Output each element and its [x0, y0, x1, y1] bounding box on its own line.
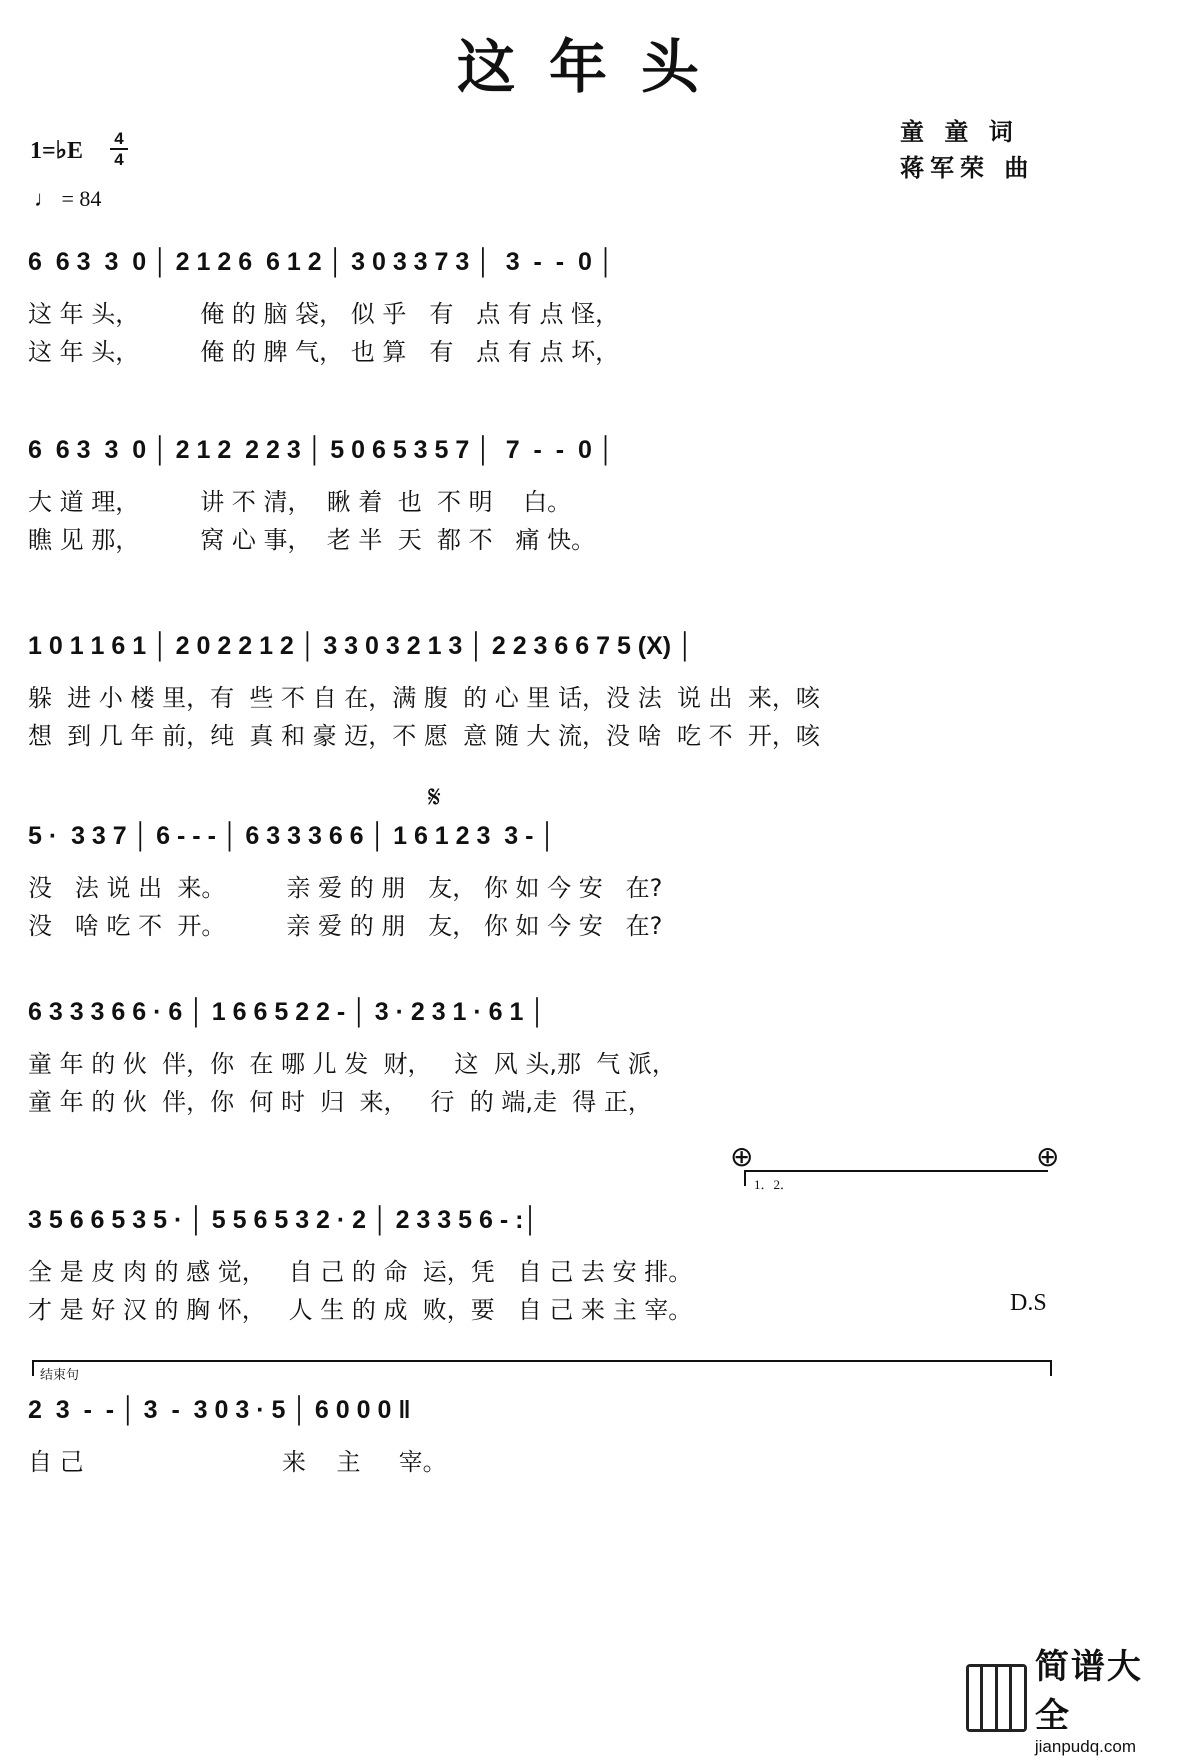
logo-url: jianpudq.com [1034, 1737, 1136, 1756]
tempo-marking [34, 186, 101, 212]
site-logo [966, 1639, 1176, 1756]
notation-line-6: 3 5 6 6 5 3 5 · │ 5 5 6 5 3 2 · 2 │ 2 3 3 5 6 - :│ [28, 1206, 540, 1234]
lyrics-line-1-verse-1: 这 年 头， 俺 的 脑 袋， 似 乎 有 点 有 点 怪， [28, 300, 620, 328]
dal-segno-marking: D.S [1010, 1290, 1047, 1316]
lyrics-line-5-verse-2: 童 年 的 伙 伴，你 何 时 归 来， 行 的 端,走 得 正， [28, 1088, 652, 1116]
time-signature-top: 4 [114, 129, 124, 148]
lyrics-line-4-verse-1: 没 法 说 出 来。 亲 爱 的 朋 友， 你 如 今 安 在? [28, 874, 663, 902]
lyricist-credit: 童 童 词 [900, 118, 1019, 146]
coda-icon-end: ⊕ [1036, 1140, 1060, 1173]
ending-label: 结束句 [40, 1367, 80, 1382]
quarter-note-icon: ♩ [34, 186, 56, 211]
notation-line-4: 5 · 3 3 7 │ 6 - - - │ 6 3 3 3 6 6 │ 1 6 1 2 3 3 - │ [28, 822, 557, 850]
logo-title: 简谱大全 [1034, 1647, 1143, 1736]
lyrics-line-2-verse-2: 瞧 见 那， 窝 心 事， 老 半 天 都 不 痛 快。 [28, 526, 596, 554]
segno-icon: 𝄋 [428, 780, 441, 815]
notation-line-2: 6 6 3 3 0 │ 2 1 2 2 2 3 │ 5 0 6 5 3 5 7 │ 7 - - 0 │ [28, 436, 615, 464]
volta-label: 1．2． [754, 1177, 794, 1192]
tempo-value: = 84 [61, 186, 102, 211]
notation-line-5: 6 3 3 3 6 6 · 6 │ 1 6 6 5 2 2 - │ 3 · 2 3 1 · 6 1 │ [28, 998, 546, 1026]
time-signature [110, 130, 128, 168]
key-signature: 1=♭E [30, 138, 84, 164]
lyrics-line-2-verse-1: 大 道 理， 讲 不 清， 瞅 着 也 不 明 白。 [28, 488, 572, 516]
volta-bracket [744, 1170, 1048, 1192]
lyrics-line-6-verse-2: 才 是 好 汉 的 胸 怀， 人 生 的 成 败，要 自 己 来 主 宰。 [28, 1296, 693, 1324]
time-signature-bottom: 4 [114, 150, 124, 169]
lyrics-line-3-verse-2: 想 到 几 年 前，纯 真 和 豪 迈，不 愿 意 随 大 流，没 啥 吃 不 开，咳 [28, 722, 820, 750]
lyrics-line-6-verse-1: 全 是 皮 肉 的 感 觉， 自 己 的 命 运，凭 自 己 去 安 排。 [28, 1258, 693, 1286]
lyrics-line-5-verse-1: 童 年 的 伙 伴，你 在 哪 儿 发 财， 这 风 头,那 气 派， [28, 1050, 676, 1078]
lyrics-line-4-verse-2: 没 啥 吃 不 开。 亲 爱 的 朋 友， 你 如 今 安 在? [28, 912, 663, 940]
lyrics-line-3-verse-1: 躲 进 小 楼 里，有 些 不 自 在，满 腹 的 心 里 话，没 法 说 出 来，咳 [28, 684, 820, 712]
notation-line-7: 2 3 - - │ 3 - 3 0 3 · 5 │ 6 0 0 0 ‖ [28, 1396, 411, 1424]
piano-keys-icon [966, 1664, 1027, 1732]
coda-icon: ⊕ [730, 1140, 754, 1173]
notation-line-1: 6 6 3 3 0 │ 2 1 2 6 6 1 2 │ 3 0 3 3 7 3 │ 3 - - 0 │ [28, 248, 615, 276]
composer-credit: 蒋军荣 曲 [900, 154, 1035, 182]
lyrics-line-7-verse-1: 自 己 来 主 宰。 [28, 1448, 447, 1476]
lyrics-line-1-verse-2: 这 年 头， 俺 的 脾 气， 也 算 有 点 有 点 坏， [28, 338, 620, 366]
ending-bracket [32, 1360, 1052, 1382]
notation-line-3: 1 0 1 1 6 1 │ 2 0 2 2 1 2 │ 3 3 0 3 2 1 3 │ 2 2 3 6 6 7 5 (X) │ [28, 632, 694, 660]
song-title: 这年头 [456, 33, 733, 101]
